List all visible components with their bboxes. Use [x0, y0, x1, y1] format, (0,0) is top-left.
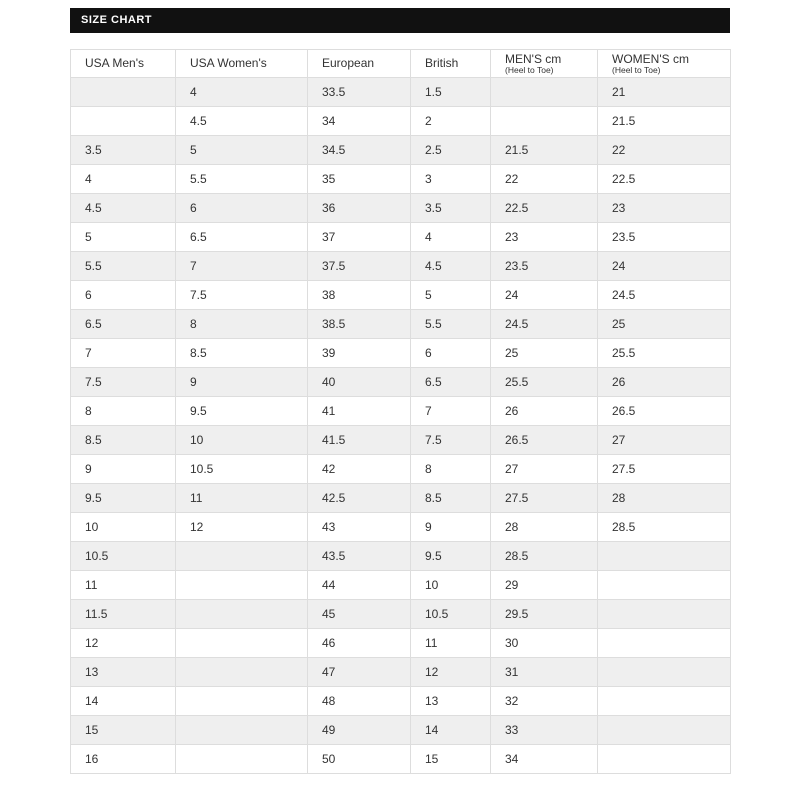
table-cell: [176, 658, 308, 687]
table-cell: 22: [598, 136, 731, 165]
table-cell: 13: [411, 687, 491, 716]
table-cell: 27: [491, 455, 598, 484]
table-cell: 10.5: [176, 455, 308, 484]
table-cell: 34: [308, 107, 411, 136]
table-cell: 45: [308, 600, 411, 629]
table-cell: 25.5: [491, 368, 598, 397]
size-chart-section: [70, 8, 730, 774]
table-row: [71, 687, 731, 716]
table-cell: 7.5: [71, 368, 176, 397]
table-row: [71, 484, 731, 513]
table-cell: 32: [491, 687, 598, 716]
table-cell: 10.5: [71, 542, 176, 571]
table-cell: 9.5: [71, 484, 176, 513]
table-cell: 3.5: [71, 136, 176, 165]
table-row: [71, 513, 731, 542]
table-cell: 9: [71, 455, 176, 484]
table-cell: 28: [598, 484, 731, 513]
column-header: [71, 50, 176, 78]
table-cell: 13: [71, 658, 176, 687]
table-cell: [598, 658, 731, 687]
table-cell: [176, 571, 308, 600]
table-cell: 4.5: [411, 252, 491, 281]
column-header-subtext: (Heel to Toe): [505, 64, 554, 75]
table-cell: 2.5: [411, 136, 491, 165]
table-cell: 9: [411, 513, 491, 542]
table-cell: 34: [491, 745, 598, 774]
table-cell: 8: [176, 310, 308, 339]
table-row: [71, 252, 731, 281]
table-cell: 6: [411, 339, 491, 368]
table-cell: 9.5: [176, 397, 308, 426]
table-cell: 11.5: [71, 600, 176, 629]
table-cell: [598, 687, 731, 716]
table-cell: 6.5: [71, 310, 176, 339]
column-header-label: USA Women's: [190, 56, 267, 70]
column-header: [598, 50, 731, 78]
table-cell: 15: [71, 716, 176, 745]
table-cell: [71, 107, 176, 136]
table-cell: 29.5: [491, 600, 598, 629]
table-row: [71, 78, 731, 107]
table-cell: 14: [71, 687, 176, 716]
table-row: [71, 397, 731, 426]
table-row: [71, 107, 731, 136]
table-cell: 24.5: [491, 310, 598, 339]
table-cell: 14: [411, 716, 491, 745]
table-cell: 7.5: [411, 426, 491, 455]
table-cell: 1.5: [411, 78, 491, 107]
table-cell: [598, 600, 731, 629]
table-cell: 23.5: [598, 223, 731, 252]
table-cell: 47: [308, 658, 411, 687]
table-cell: 43.5: [308, 542, 411, 571]
table-cell: [598, 571, 731, 600]
table-cell: 8.5: [411, 484, 491, 513]
table-cell: 26.5: [491, 426, 598, 455]
table-cell: 7: [411, 397, 491, 426]
table-cell: [598, 716, 731, 745]
table-cell: 16: [71, 745, 176, 774]
table-cell: 28.5: [491, 542, 598, 571]
section-title: SIZE CHART: [81, 14, 152, 26]
table-cell: 10: [411, 571, 491, 600]
table-cell: [598, 745, 731, 774]
table-cell: [176, 687, 308, 716]
table-cell: 21.5: [491, 136, 598, 165]
table-header-row: [71, 50, 731, 78]
table-cell: 12: [411, 658, 491, 687]
table-header: [71, 50, 731, 78]
table-cell: 10: [176, 426, 308, 455]
table-cell: 7.5: [176, 281, 308, 310]
table-row: [71, 223, 731, 252]
table-cell: 26: [491, 397, 598, 426]
table-cell: 4: [176, 78, 308, 107]
table-cell: 42: [308, 455, 411, 484]
table-cell: 3: [411, 165, 491, 194]
table-cell: 44: [308, 571, 411, 600]
column-header: [176, 50, 308, 78]
table-cell: 29: [491, 571, 598, 600]
table-cell: 24.5: [598, 281, 731, 310]
table-row: [71, 455, 731, 484]
table-row: [71, 629, 731, 658]
table-row: [71, 745, 731, 774]
table-cell: 6.5: [176, 223, 308, 252]
table-cell: 4: [71, 165, 176, 194]
table-cell: 3.5: [411, 194, 491, 223]
table-cell: 5.5: [71, 252, 176, 281]
table-cell: 26: [598, 368, 731, 397]
column-header-label: European: [322, 56, 375, 70]
table-cell: 43: [308, 513, 411, 542]
table-cell: 6.5: [411, 368, 491, 397]
table-cell: 27.5: [491, 484, 598, 513]
table-cell: 36: [308, 194, 411, 223]
column-header: [491, 50, 598, 78]
table-cell: 26.5: [598, 397, 731, 426]
table-cell: 28.5: [598, 513, 731, 542]
table-cell: 23.5: [491, 252, 598, 281]
table-cell: 9: [176, 368, 308, 397]
column-header: [411, 50, 491, 78]
table-row: [71, 426, 731, 455]
table-cell: 8: [71, 397, 176, 426]
table-cell: 5.5: [411, 310, 491, 339]
table-cell: 11: [176, 484, 308, 513]
table-cell: 49: [308, 716, 411, 745]
table-row: [71, 542, 731, 571]
table-cell: 38: [308, 281, 411, 310]
column-header-label: British: [425, 56, 459, 70]
table-cell: 25.5: [598, 339, 731, 368]
table-row: [71, 600, 731, 629]
table-cell: 24: [491, 281, 598, 310]
table-cell: [176, 600, 308, 629]
table-cell: 5: [411, 281, 491, 310]
table-cell: 48: [308, 687, 411, 716]
table-cell: 21.5: [598, 107, 731, 136]
table-cell: 37: [308, 223, 411, 252]
table-cell: 8: [411, 455, 491, 484]
table-cell: [598, 629, 731, 658]
table-cell: 41: [308, 397, 411, 426]
table-cell: 4: [411, 223, 491, 252]
table-cell: 23: [491, 223, 598, 252]
table-cell: [598, 542, 731, 571]
table-cell: 38.5: [308, 310, 411, 339]
table-cell: 40: [308, 368, 411, 397]
table-row: [71, 281, 731, 310]
table-cell: 24: [598, 252, 731, 281]
table-cell: 15: [411, 745, 491, 774]
table-cell: 27.5: [598, 455, 731, 484]
table-cell: 42.5: [308, 484, 411, 513]
table-cell: 22.5: [598, 165, 731, 194]
table-cell: [491, 78, 598, 107]
table-cell: 34.5: [308, 136, 411, 165]
table-cell: 2: [411, 107, 491, 136]
table-cell: 4.5: [176, 107, 308, 136]
column-header-label: MEN'S cm: [505, 51, 562, 66]
table-cell: 11: [411, 629, 491, 658]
table-cell: [176, 745, 308, 774]
table-cell: 5.5: [176, 165, 308, 194]
table-cell: 31: [491, 658, 598, 687]
table-row: [71, 136, 731, 165]
column-header-label: USA Men's: [85, 56, 144, 70]
table-cell: 10: [71, 513, 176, 542]
table-cell: 33.5: [308, 78, 411, 107]
table-cell: 8.5: [71, 426, 176, 455]
column-header-subtext: (Heel to Toe): [612, 64, 661, 75]
table-cell: [176, 629, 308, 658]
table-cell: 22.5: [491, 194, 598, 223]
table-cell: [176, 542, 308, 571]
table-row: [71, 339, 731, 368]
table-cell: 33: [491, 716, 598, 745]
table-cell: 27: [598, 426, 731, 455]
table-cell: 5: [71, 223, 176, 252]
table-row: [71, 165, 731, 194]
table-cell: 6: [71, 281, 176, 310]
table-cell: 25: [491, 339, 598, 368]
table-row: [71, 368, 731, 397]
table-cell: 4.5: [71, 194, 176, 223]
table-cell: 9.5: [411, 542, 491, 571]
table-cell: [71, 78, 176, 107]
table-cell: 23: [598, 194, 731, 223]
table-cell: 12: [176, 513, 308, 542]
table-cell: 5: [176, 136, 308, 165]
table-cell: 7: [71, 339, 176, 368]
column-header-label: WOMEN'S cm: [612, 51, 689, 66]
table-cell: 37.5: [308, 252, 411, 281]
column-header: [308, 50, 411, 78]
table-cell: 46: [308, 629, 411, 658]
table-cell: 22: [491, 165, 598, 194]
table-cell: 6: [176, 194, 308, 223]
section-title-bar: [70, 8, 730, 33]
table-cell: 12: [71, 629, 176, 658]
size-chart-table: [70, 49, 731, 774]
table-cell: 11: [71, 571, 176, 600]
table-cell: 8.5: [176, 339, 308, 368]
table-body: [71, 78, 731, 774]
table-row: [71, 716, 731, 745]
table-cell: 30: [491, 629, 598, 658]
table-row: [71, 310, 731, 339]
table-cell: [491, 107, 598, 136]
table-cell: [176, 716, 308, 745]
table-cell: 25: [598, 310, 731, 339]
table-cell: 10.5: [411, 600, 491, 629]
table-cell: 39: [308, 339, 411, 368]
table-cell: 7: [176, 252, 308, 281]
table-cell: 21: [598, 78, 731, 107]
table-row: [71, 658, 731, 687]
table-cell: 50: [308, 745, 411, 774]
table-cell: 28: [491, 513, 598, 542]
table-cell: 41.5: [308, 426, 411, 455]
table-cell: 35: [308, 165, 411, 194]
table-row: [71, 571, 731, 600]
table-row: [71, 194, 731, 223]
